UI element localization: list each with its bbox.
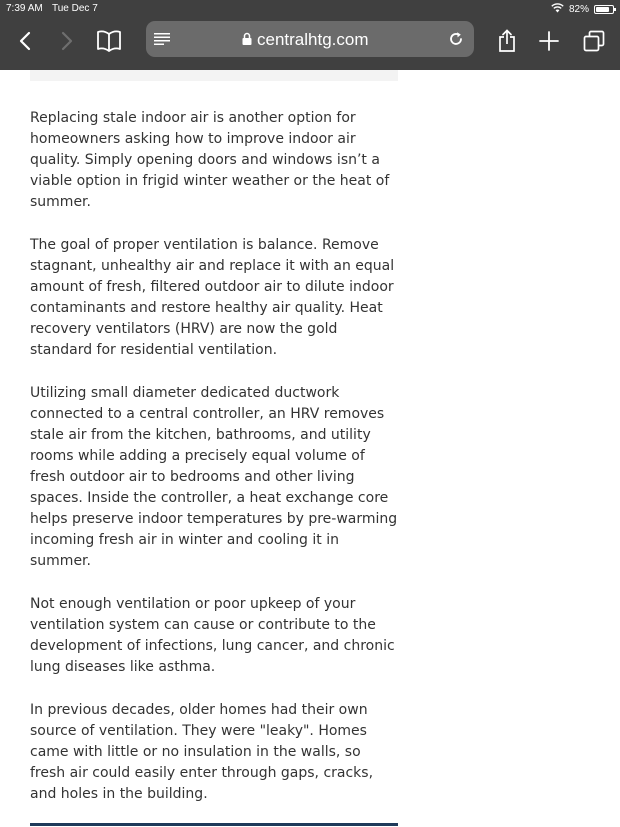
article-paragraph: In previous decades, older homes had their own source of ventilation. They were "leaky". Homes came with little or no insulation in the walls, so fresh air could easily enter through gaps, cracks, and holes in the building.: [30, 702, 374, 802]
wifi-icon: [551, 3, 564, 16]
battery-level-fill: [596, 7, 609, 12]
section-divider: [30, 823, 398, 826]
page-content: [0, 70, 620, 827]
battery-percent: 82%: [568, 4, 589, 15]
article-paragraph: Not enough ventilation or poor upkeep of your ventilation system can cause or contribute to the development of infections, lung cancer, and chronic lung diseases like asthma.: [30, 596, 395, 675]
article-paragraph: Replacing stale indoor air is another option for homeowners asking how to improve indoor air quality. Simply opening doors and windows isn’t a viable option in frigid winter weather or the heat of summer.: [30, 110, 390, 210]
reader-mode-icon[interactable]: [152, 29, 172, 49]
back-chevron-icon[interactable]: [8, 26, 42, 56]
lock-icon: [242, 30, 252, 50]
plus-icon[interactable]: [532, 26, 566, 56]
share-icon[interactable]: [490, 26, 524, 56]
address[interactable]: [242, 30, 369, 50]
reload-icon[interactable]: [446, 29, 466, 49]
article-paragraph: Utilizing small diameter dedicated ductwork connected to a central controller, an HRV removes stale air from the kitchen, bathrooms, and utility rooms while adding a precisely equal volume of fresh outdoor air to bedrooms and other living spaces. Inside the controller, a heat exchange core helps preserve indoor temperatures by pre-warming incoming fresh air in winter and cooling it in summer.: [30, 385, 398, 569]
book-icon[interactable]: [92, 26, 126, 56]
article-body: [30, 108, 400, 827]
browser-toolbar: [0, 18, 620, 70]
forward-chevron-icon[interactable]: [50, 26, 84, 56]
article-paragraph: The goal of proper ventilation is balance. Remove stagnant, unhealthy air and replace it with an equal amount of fresh, filtered outdoor air to dilute indoor contaminants and restore healthy air quality. Heat recovery ventilators (HRV) are now the gold standard for residential ventilation.: [30, 237, 395, 358]
status-bar: [0, 0, 620, 18]
status-date: Tue Dec 7: [52, 3, 98, 14]
address-bar[interactable]: [146, 21, 474, 57]
content-block-edge: [30, 70, 398, 81]
status-right: [551, 3, 614, 16]
battery-icon: [594, 5, 614, 14]
url-text[interactable]: centralhtg.com: [257, 30, 369, 49]
tabs-icon[interactable]: [577, 26, 611, 56]
status-time: 7:39 AM: [6, 3, 43, 14]
